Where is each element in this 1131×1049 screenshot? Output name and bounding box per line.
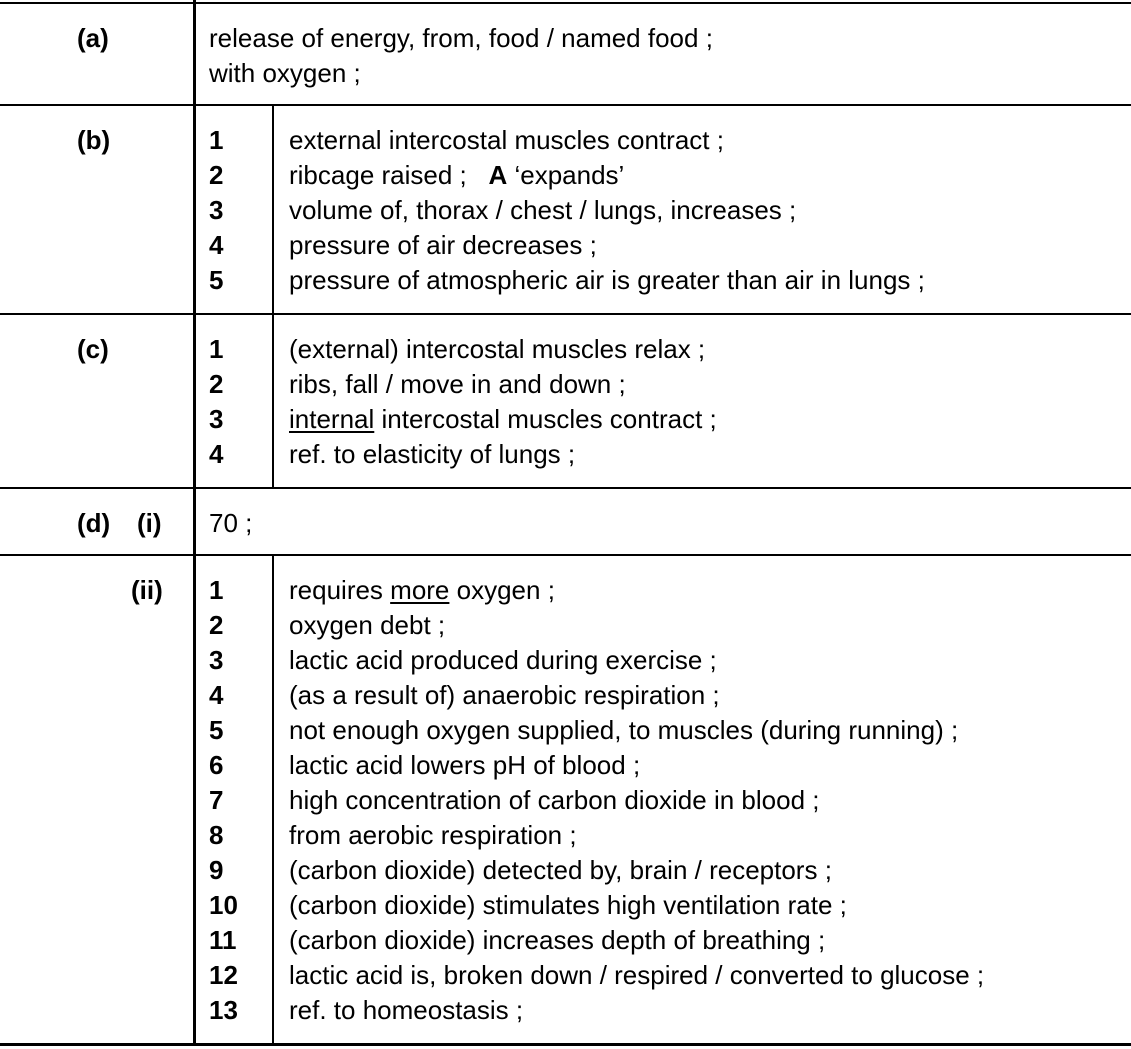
mark-point-text: requires xyxy=(289,575,391,605)
part-a-label: (a) xyxy=(77,23,109,53)
number-column-divider-c xyxy=(272,314,274,488)
part-d-ii-label: (ii) xyxy=(131,575,163,605)
border-bottom xyxy=(0,1043,1131,1046)
part-d-i-answer: 70 ; xyxy=(209,508,253,538)
point-number: 4 xyxy=(209,680,224,710)
point-number: 3 xyxy=(209,404,224,434)
number-column-divider-dii xyxy=(272,555,274,1044)
point-number: 2 xyxy=(209,160,224,190)
part-b-point-numbers xyxy=(209,123,269,298)
mark-point: (carbon dioxide) stimulates high ventilation rate ; xyxy=(289,890,847,920)
mark-point-text: ribcage raised ; xyxy=(289,160,467,190)
part-d-label: (d) xyxy=(77,508,111,538)
part-d-i-label: (i) xyxy=(137,508,162,538)
divider-di-dii xyxy=(0,554,1131,556)
point-number: 1 xyxy=(209,334,224,364)
underlined-keyword: more xyxy=(390,575,450,605)
accept-marker: A xyxy=(488,160,508,190)
mark-point: ref. to homeostasis ; xyxy=(289,995,524,1025)
point-number: 12 xyxy=(209,960,238,990)
mark-point: ref. to elasticity of lungs ; xyxy=(289,439,576,469)
mark-point: from aerobic respiration ; xyxy=(289,820,577,850)
part-d-ii-point-numbers xyxy=(209,573,269,1028)
point-number: 10 xyxy=(209,890,238,920)
mark-point: (external) intercostal muscles relax ; xyxy=(289,334,706,364)
divider-a-b xyxy=(0,104,1131,106)
mark-point: pressure of air decreases ; xyxy=(289,230,597,260)
point-number: 9 xyxy=(209,855,224,885)
underlined-keyword: internal xyxy=(289,404,375,434)
divider-c-d xyxy=(0,487,1131,489)
point-number: 4 xyxy=(209,439,224,469)
mark-point: not enough oxygen supplied, to muscles (during running) ; xyxy=(289,715,959,745)
point-number: 1 xyxy=(209,125,224,155)
part-c-point-numbers xyxy=(209,332,269,472)
mark-point xyxy=(289,158,925,193)
mark-point: pressure of atmospheric air is greater than air in lungs ; xyxy=(289,265,925,295)
point-number: 2 xyxy=(209,369,224,399)
divider-b-c xyxy=(0,313,1131,315)
mark-point: high concentration of carbon dioxide in blood ; xyxy=(289,785,820,815)
part-b-label: (b) xyxy=(77,125,111,155)
mark-point: lactic acid is, broken down / respired / converted to glucose ; xyxy=(289,960,985,990)
point-number: 4 xyxy=(209,230,224,260)
part-c-points xyxy=(289,332,717,472)
part-a-answer-line-2: with oxygen ; xyxy=(209,58,361,88)
point-number: 13 xyxy=(209,995,238,1025)
point-number: 5 xyxy=(209,265,224,295)
part-d-ii-points xyxy=(289,573,984,1028)
mark-point: ribs, fall / move in and down ; xyxy=(289,369,626,399)
point-number: 1 xyxy=(209,575,224,605)
accept-text: ‘expands’ xyxy=(514,160,625,190)
mark-point: lactic acid lowers pH of blood ; xyxy=(289,750,641,780)
border-top xyxy=(0,2,1131,4)
point-number: 3 xyxy=(209,645,224,675)
label-column-divider xyxy=(193,0,196,1045)
point-number: 2 xyxy=(209,610,224,640)
mark-point xyxy=(289,573,984,608)
mark-point-text: oxygen ; xyxy=(449,575,555,605)
point-number: 5 xyxy=(209,715,224,745)
mark-point: (as a result of) anaerobic respiration ; xyxy=(289,680,720,710)
part-b-points xyxy=(289,123,925,298)
part-c-label: (c) xyxy=(77,334,109,364)
mark-point-text: intercostal muscles contract ; xyxy=(374,404,717,434)
mark-point xyxy=(289,402,717,437)
mark-point: volume of, thorax / chest / lungs, increases ; xyxy=(289,195,797,225)
mark-point: (carbon dioxide) detected by, brain / receptors ; xyxy=(289,855,832,885)
part-a-answer-line-1: release of energy, from, food / named food ; xyxy=(209,23,713,53)
mark-point: external intercostal muscles contract ; xyxy=(289,125,724,155)
number-column-divider-b xyxy=(272,105,274,314)
point-number: 11 xyxy=(209,925,237,955)
point-number: 3 xyxy=(209,195,224,225)
point-number: 6 xyxy=(209,750,224,780)
point-number: 8 xyxy=(209,820,224,850)
mark-point: lactic acid produced during exercise ; xyxy=(289,645,717,675)
mark-point: (carbon dioxide) increases depth of breathing ; xyxy=(289,925,826,955)
mark-point: oxygen debt ; xyxy=(289,610,446,640)
point-number: 7 xyxy=(209,785,224,815)
